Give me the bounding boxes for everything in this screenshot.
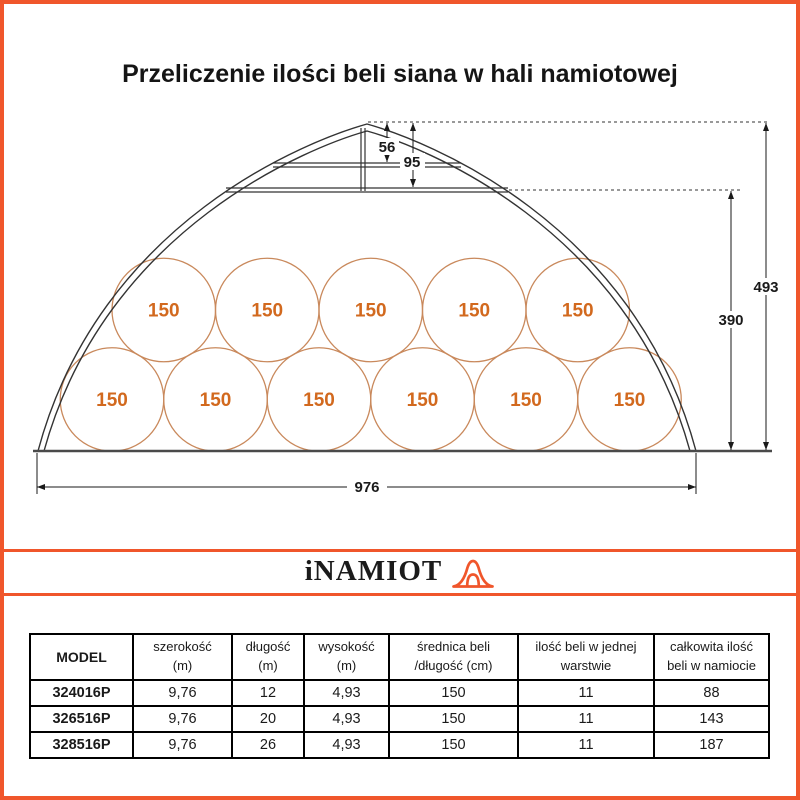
- hay-bale-label: 150: [354, 300, 387, 322]
- cell-height: 4,93: [304, 732, 389, 758]
- col-header-width: [133, 634, 232, 680]
- dim-label-976: 976: [354, 479, 380, 496]
- col-header-line1: ilość beli w jednej: [535, 639, 637, 655]
- roof-truss: [226, 128, 508, 192]
- cell-bales-per-layer: 11: [518, 680, 654, 706]
- col-header-line1: średnica beli: [417, 639, 490, 655]
- col-header-line1: MODEL: [56, 648, 107, 665]
- cell-height: 4,93: [304, 680, 389, 706]
- col-header-height: [304, 634, 389, 680]
- col-header-line2: beli w namiocie: [667, 658, 756, 673]
- cell-width: 9,76: [133, 706, 232, 732]
- col-header-line2: /długość (cm): [414, 658, 493, 673]
- col-header-total-bales: [654, 634, 769, 680]
- table-row: [30, 680, 769, 706]
- table-row: [30, 732, 769, 758]
- dim-label-390: 390: [718, 312, 744, 329]
- hay-bale-label: 150: [303, 390, 335, 412]
- cell-total-bales: 187: [654, 732, 769, 758]
- cell-length: 26: [232, 732, 304, 758]
- logo-band: [4, 549, 796, 596]
- col-header-line1: szerokość: [153, 639, 212, 655]
- cell-length: 20: [232, 706, 304, 732]
- dim-label-56: 56: [378, 139, 396, 156]
- dim-label-493: 493: [753, 279, 779, 296]
- col-header-line1: całkowita ilość: [669, 639, 754, 655]
- cell-bales-per-layer: 11: [518, 732, 654, 758]
- page-title: Przeliczenie ilości beli siana w hali namiotowej: [122, 60, 678, 88]
- col-header-bales-per-layer: [518, 634, 654, 680]
- table-header-row: [30, 634, 769, 680]
- col-header-line1: długość: [245, 639, 291, 655]
- cell-bale-diameter: 150: [389, 680, 518, 706]
- col-header-line2: (m): [172, 658, 193, 673]
- cell-bales-per-layer: 11: [518, 706, 654, 732]
- table-row: [30, 706, 769, 732]
- hay-bale-label: 150: [251, 300, 284, 322]
- hay-bale-label: 150: [199, 390, 232, 412]
- col-header-line2: (m): [336, 658, 357, 673]
- cell-model: 326516P: [30, 706, 133, 732]
- dim-label-95: 95: [403, 154, 421, 171]
- col-header-line1: wysokość: [318, 639, 375, 655]
- hay-bale-label: 150: [96, 390, 128, 412]
- cell-bale-diameter: 150: [389, 706, 518, 732]
- hay-bale-label: 150: [510, 390, 542, 412]
- logo-text: iNAMIOT: [304, 555, 443, 587]
- cell-model: 328516P: [30, 732, 133, 758]
- cell-model: 324016P: [30, 680, 133, 706]
- cell-height: 4,93: [304, 706, 389, 732]
- col-header-bale-diameter: [389, 634, 518, 680]
- col-header-length: [232, 634, 304, 680]
- hay-bale-label: 150: [613, 390, 646, 412]
- cell-total-bales: 88: [654, 680, 769, 706]
- cell-total-bales: 143: [654, 706, 769, 732]
- cell-width: 9,76: [133, 680, 232, 706]
- hay-bale-label: 150: [458, 300, 491, 322]
- col-header-line2: (m): [258, 658, 278, 673]
- tent-arch-outline: [38, 124, 696, 451]
- col-header-line2: warstwie: [560, 658, 612, 673]
- cell-length: 12: [232, 680, 304, 706]
- hay-bale-label: 150: [561, 300, 594, 322]
- col-header-model: [30, 634, 133, 680]
- reference-dashed-lines: [368, 122, 770, 190]
- hay-bale-label: 150: [406, 390, 439, 412]
- hay-bale-label: 150: [147, 300, 180, 322]
- tent-icon: [451, 558, 495, 588]
- hay-bale-row-bottom: [60, 348, 681, 452]
- cell-bale-diameter: 150: [389, 732, 518, 758]
- dimension-arrowheads: [37, 123, 769, 490]
- spec-table: [29, 633, 770, 759]
- cell-width: 9,76: [133, 732, 232, 758]
